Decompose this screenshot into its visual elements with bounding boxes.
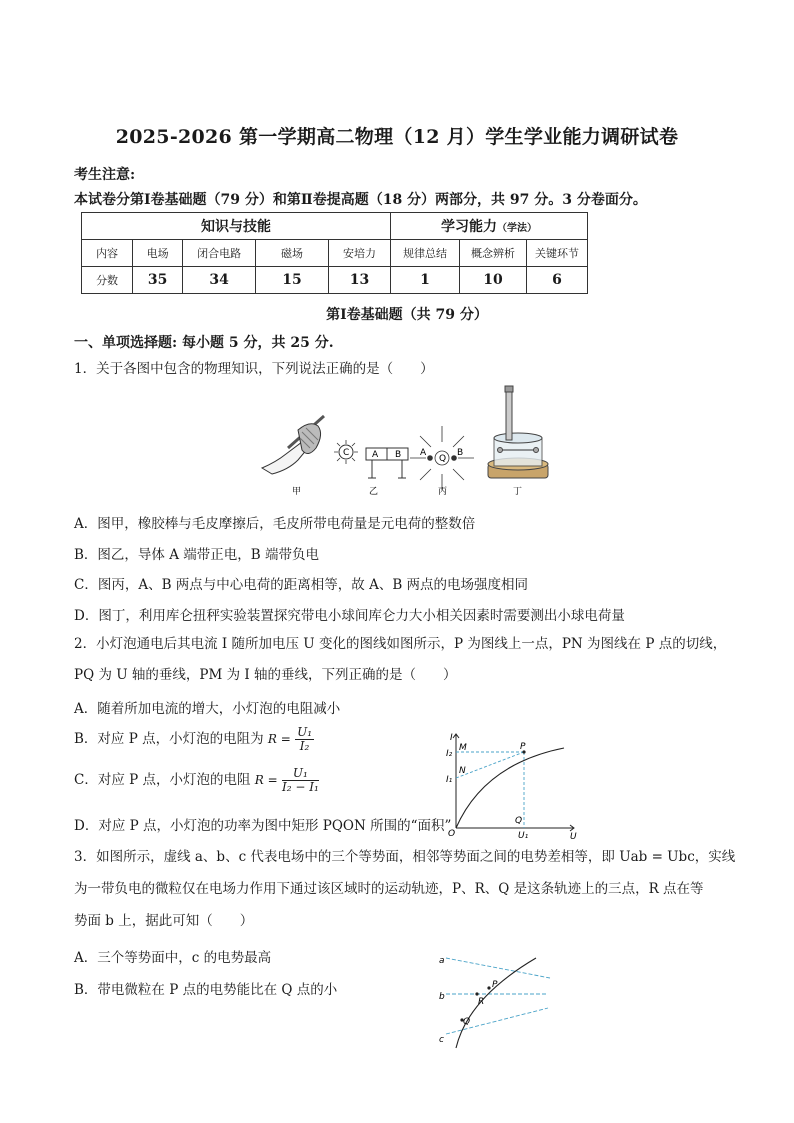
score-cell: 13 bbox=[328, 267, 390, 294]
label-jia: 甲 bbox=[292, 487, 302, 497]
q1-option-a: A．图甲，橡胶棒与毛皮摩擦后，毛皮所带电荷量是元电荷的整数倍 bbox=[74, 516, 476, 532]
frac-numerator: U₁ bbox=[282, 767, 319, 781]
point-p: P bbox=[492, 980, 498, 990]
col-concept: 概念辨析 bbox=[460, 240, 527, 267]
letter-a2: A bbox=[420, 448, 427, 458]
col-magnetic-field: 磁场 bbox=[256, 240, 329, 267]
letter-a: A bbox=[372, 450, 379, 460]
score-cell: 10 bbox=[460, 267, 527, 294]
section-title: 第Ⅰ卷基础题（共 79 分） bbox=[326, 307, 488, 323]
tick-i2: I₂ bbox=[446, 749, 453, 759]
score-cell: 6 bbox=[527, 267, 588, 294]
q2-stem-line1: 2．小灯泡通电后其电流 I 随所加电压 U 变化的图线如图所示，P 为图线上一点，PN 为图线在 P 点的切线， bbox=[74, 636, 727, 652]
score-cell: 1 bbox=[391, 267, 460, 294]
q2-option-c-fraction bbox=[282, 767, 319, 794]
figure-ding bbox=[488, 386, 548, 478]
point-q: Q bbox=[463, 1017, 471, 1027]
q2-option-b-text: B．对应 P 点，小灯泡的电阻为 bbox=[74, 731, 264, 747]
q2-option-b-fraction bbox=[295, 726, 314, 753]
tick-u1: U₁ bbox=[518, 831, 529, 840]
score-cell: 34 bbox=[183, 267, 256, 294]
q3-equipotential-graph bbox=[434, 950, 554, 1050]
page-title: 2025-2026 第一学期高二物理（12 月）学生学业能力调研试卷 bbox=[115, 126, 679, 148]
group-ability bbox=[391, 213, 588, 240]
frac-denominator: I₂ − I₁ bbox=[282, 780, 319, 794]
letter-b2: B bbox=[457, 448, 464, 458]
col-electric-field: 电场 bbox=[133, 240, 183, 267]
line-a: a bbox=[439, 956, 445, 966]
label-bing: 丙 bbox=[438, 487, 448, 497]
q3-option-b: B．带电微粒在 P 点的电势能比在 Q 点的小 bbox=[74, 982, 338, 998]
frac-denominator: I₂ bbox=[299, 739, 310, 753]
line-c: c bbox=[439, 1035, 444, 1045]
notice-text: 本试卷分第Ⅰ卷基础题（79 分）和第Ⅱ卷提高题（18 分）两部分，共 97 分。3 分卷面分。 bbox=[74, 192, 647, 208]
axis-u: U bbox=[570, 832, 577, 840]
q2-option-b-eq: R = bbox=[267, 732, 291, 746]
point-p: P bbox=[520, 742, 526, 752]
q2-option-c bbox=[74, 767, 319, 794]
q1-option-d: D．图丁，利用库仑扭秤实验装置探究带电小球间库仑力大小相关因素时需要测出小球电荷量 bbox=[74, 608, 625, 624]
group-knowledge: 知识与技能 bbox=[82, 213, 391, 240]
group-ability-note: （学法） bbox=[497, 223, 537, 234]
row-label-content: 内容 bbox=[82, 240, 133, 267]
score-cell: 35 bbox=[133, 267, 183, 294]
group-ability-label: 学习能力 bbox=[441, 219, 497, 235]
q1-option-b: B．图乙，导体 A 端带正电，B 端带负电 bbox=[74, 547, 319, 563]
q2-option-d: D．对应 P 点，小灯泡的功率为图中矩形 PQON 所围的“面积” bbox=[74, 818, 452, 834]
notice-heading: 考生注意: bbox=[74, 167, 136, 183]
axis-i: I bbox=[450, 733, 453, 743]
figure-jia bbox=[262, 416, 324, 474]
q1-figures bbox=[258, 382, 560, 500]
line-b: b bbox=[439, 992, 445, 1002]
point-n: N bbox=[459, 766, 466, 776]
q3-stem-line2: 为一带负电的微粒仅在电场力作用下通过该区域时的运动轨迹，P、R、Q 是这条轨迹上的三点，R 点在等 bbox=[74, 881, 704, 897]
origin-o: O bbox=[448, 829, 456, 839]
q3-stem-line3: 势面 b 上，据此可知（ ） bbox=[74, 913, 254, 929]
tick-i1: I₁ bbox=[446, 775, 453, 785]
point-q: Q bbox=[515, 816, 523, 826]
frac-numerator: U₁ bbox=[297, 725, 313, 739]
col-ampere-force: 安培力 bbox=[328, 240, 390, 267]
q1-stem: 1．关于各图中包含的物理知识，下列说法正确的是（ ） bbox=[74, 361, 434, 377]
q2-option-a: A．随着所加电流的增大，小灯泡的电阻减小 bbox=[74, 701, 341, 717]
point-r: R bbox=[478, 997, 485, 1007]
score-cell: 15 bbox=[256, 267, 329, 294]
row-label-score: 分数 bbox=[82, 267, 133, 294]
letter-c: C bbox=[343, 448, 350, 458]
part-title: 一、单项选择题: 每小题 5 分，共 25 分. bbox=[74, 335, 334, 351]
letter-q: Q bbox=[439, 454, 447, 464]
q2-iu-graph bbox=[444, 728, 584, 840]
col-rule-summary: 规律总结 bbox=[391, 240, 460, 267]
col-key-step: 关键环节 bbox=[527, 240, 588, 267]
label-ding: 丁 bbox=[513, 487, 523, 497]
q1-option-c: C．图丙，A、B 两点与中心电荷的距离相等，故 A、B 两点的电场强度相同 bbox=[74, 577, 529, 593]
q3-stem-line1: 3．如图所示，虚线 a、b、c 代表电场中的三个等势面，相邻等势面之间的电势差相等，即 Uab = Ubc，实线 bbox=[74, 849, 736, 865]
q2-option-c-eq: R = bbox=[254, 773, 278, 787]
q2-stem-line2: PQ 为 U 轴的垂线，PM 为 I 轴的垂线，下列正确的是（ ） bbox=[74, 667, 457, 683]
score-table bbox=[81, 212, 588, 294]
point-m: M bbox=[459, 743, 467, 753]
col-closed-circuit: 闭合电路 bbox=[183, 240, 256, 267]
q3-option-a: A．三个等势面中，c 的电势最高 bbox=[74, 950, 272, 966]
letter-b: B bbox=[395, 450, 402, 460]
q2-option-b bbox=[74, 726, 314, 753]
q2-option-c-text: C．对应 P 点，小灯泡的电阻 bbox=[74, 772, 251, 788]
label-yi: 乙 bbox=[369, 487, 379, 497]
